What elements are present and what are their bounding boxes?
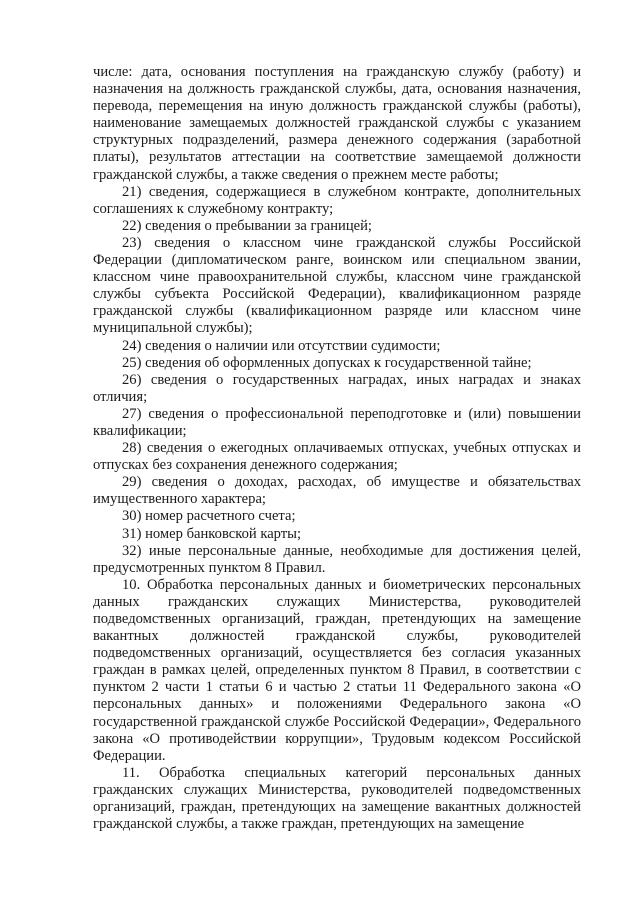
list-item-22: 22) сведения о пребывании за границей;: [122, 217, 372, 234]
list-item-32: 32) иные персональные данные, необходимые для достижения целей, предусмотренных пунктом 8 Правил.: [93, 542, 581, 576]
document-page: [93, 64, 581, 833]
list-item-27: 27) сведения о профессиональной переподготовке и (или) повышении квалификации;: [93, 405, 581, 439]
list-item-26: 26) сведения о государственных наградах, иных наградах и знаках отличия;: [93, 371, 581, 405]
list-item-29: 29) сведения о доходах, расходах, об имуществе и обязательствах имущественного характера;: [93, 474, 581, 508]
list-item-21: 21) сведения, содержащиеся в служебном контракте, дополнительных соглашениях к служебному контракту;: [93, 183, 581, 217]
list-item-23: 23) сведения о классном чине гражданской службы Российской Федерации (дипломатическом ранге, воинском или специальном звании, классном чине правоохранительной службы, классном чине гражданской службы субъекта Российской Федерации), квалификационном разряде гражданской службы (квалификационном разряде или классном чине муниципальной службы);: [93, 234, 581, 337]
list-item-28: 28) сведения о ежегодных оплачиваемых отпусках, учебных отпусках и отпусках без сохранения денежного содержания;: [93, 440, 581, 474]
list-item-30: 30) номер расчетного счета;: [122, 508, 296, 525]
clause-11: 11. Обработка специальных категорий персональных данных гражданских служащих Министерства, руководителей подведомственных организаций, граждан, претендующих на замещение вакантных должностей гражданской службы, а также граждан, претендующих на замещение: [93, 764, 581, 833]
clause-10: 10. Обработка персональных данных и биометрических персональных данных гражданских служащих Министерства, руководителей подведомственных организаций, граждан, претендующих на замещение вакантных должностей гражданской службы, руководителей подведомственных организаций, осуществляется без согласия указанных граждан в рамках целей, определенных пунктом 8 Правил, в соответствии с пунктом 2 части 1 статьи 6 и частью 2 статьи 11 Федерального закона «О персональных данных» и положениями Федерального закона «О государственной гражданской службе Российской Федерации», Федерального закона «О противодействии коррупции», Трудовым кодексом Российской Федерации.: [93, 576, 581, 764]
paragraph-continuation: числе: дата, основания поступления на гражданскую службу (работу) и назначения на должность гражданской службы, дата, основания назначения, перевода, перемещения на иную должность гражданской службы (работы), наименование замещаемых должностей гражданской службы с указанием структурных подразделений, размера денежного содержания (заработной платы), результатов аттестации на соответствие замещаемой должности гражданской службы, а также сведения о прежнем месте работы;: [93, 64, 581, 183]
list-item-24: 24) сведения о наличии или отсутствии судимости;: [122, 337, 441, 354]
list-item-31: 31) номер банковской карты;: [122, 525, 302, 542]
list-item-25: 25) сведения об оформленных допусках к государственной тайне;: [122, 354, 532, 371]
